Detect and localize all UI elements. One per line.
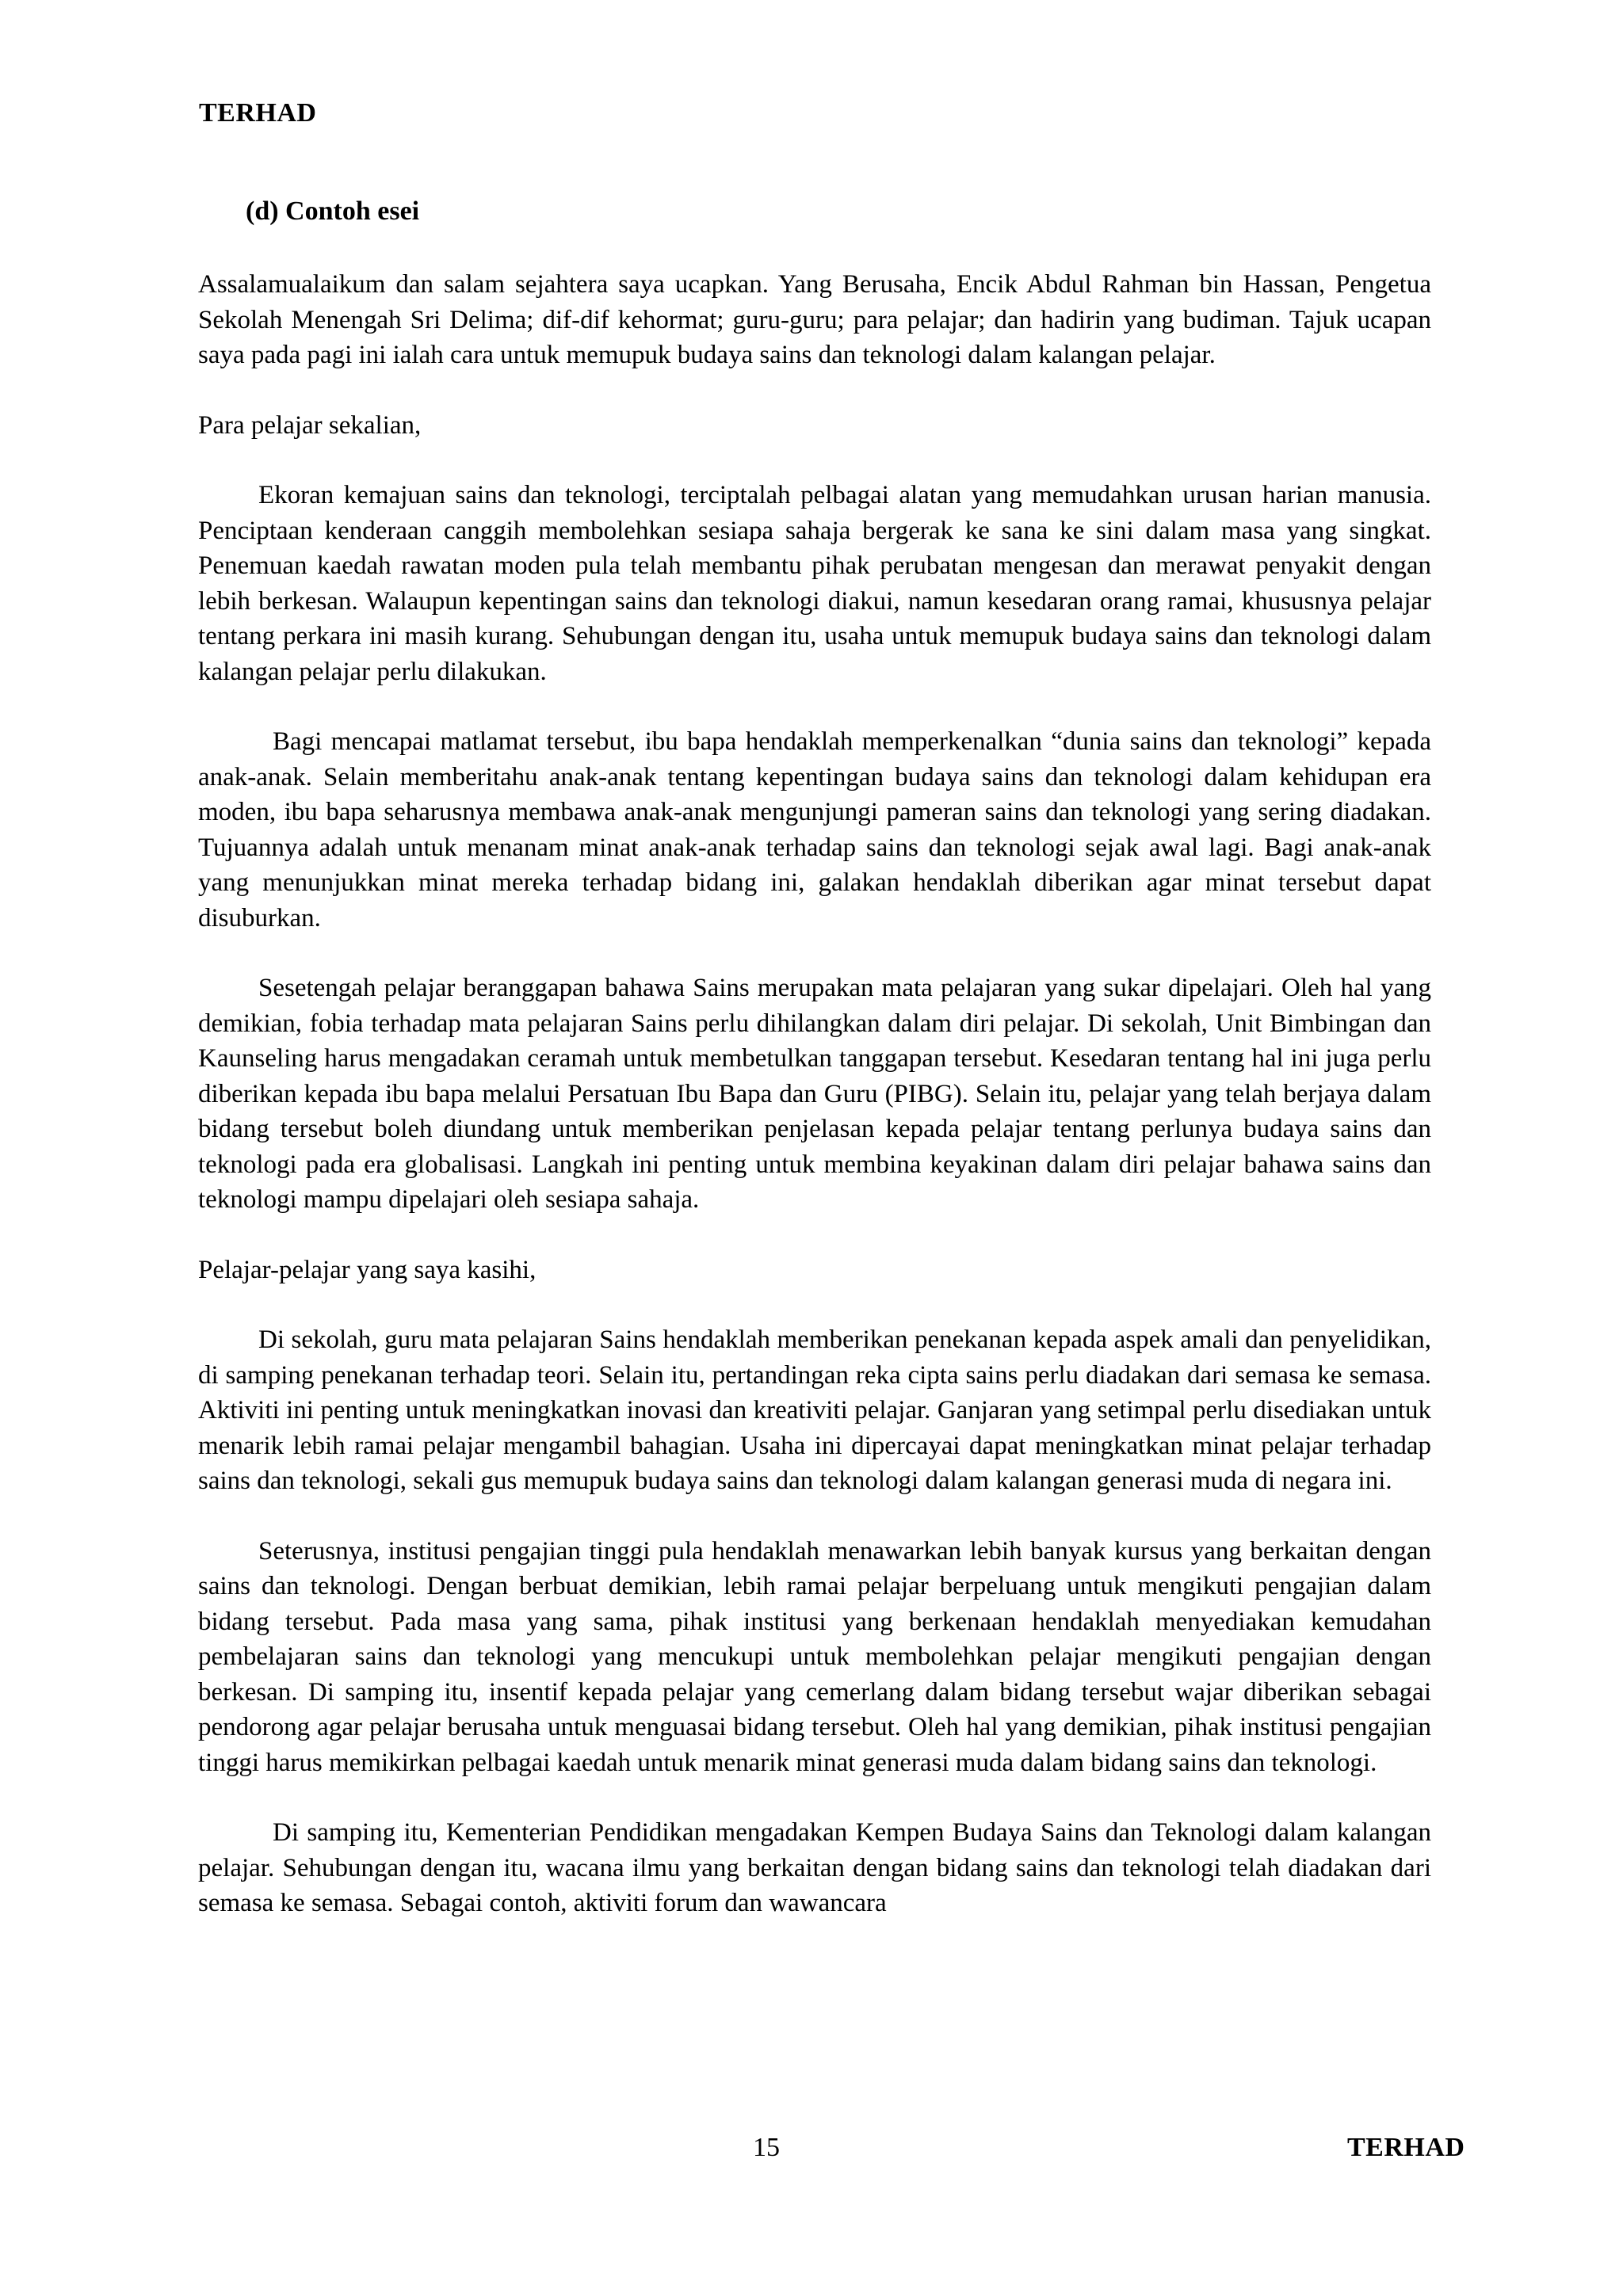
classification-footer: TERHAD bbox=[1347, 2133, 1465, 2162]
classification-header: TERHAD bbox=[199, 98, 317, 128]
paragraph-1: Ekoran kemajuan sains dan teknologi, terciptalah pelbagai alatan yang memudahkan urusan harian manusia. Penciptaan kenderaan canggih membolehkan sesiapa sahaja bergerak ke sana ke sini dalam masa yang singkat. Penemuan kaedah rawatan moden pula telah membantu pihak perubatan mengesan dan merawat penyakit dengan lebih berkesan. Walaupun kepentingan sains dan teknologi diakui, namun kesedaran orang ramai, khususnya pelajar tentang perkara ini masih kurang. Sehubungan dengan itu, usaha untuk memupuk budaya sains dan teknologi dalam kalangan pelajar perlu dilakukan. bbox=[198, 481, 1431, 686]
salutation-1: Para pelajar sekalian, bbox=[198, 410, 422, 440]
paragraph-2: Bagi mencapai matlamat tersebut, ibu bapa hendaklah memperkenalkan “dunia sains dan teknologi” kepada anak-anak. Selain memberitahu anak-anak tentang kepentingan budaya sains dan teknologi dalam kehidupan era moden, ibu bapa seharusnya membawa anak-anak mengunjungi pameran sains dan teknologi yang sering diadakan. Tujuannya adalah untuk menanam minat anak-anak terhadap sains dan teknologi sejak awal lagi. Bagi anak-anak yang menunjukkan minat mereka terhadap bidang ini, galakan hendaklah diberikan agar minat tersebut dapat disuburkan. bbox=[198, 727, 1431, 933]
salutation-2: Pelajar-pelajar yang saya kasihi, bbox=[198, 1255, 537, 1284]
page-number: 15 bbox=[753, 2133, 780, 2162]
essay-body bbox=[198, 267, 1431, 1956]
paragraph-3: Sesetengah pelajar beranggapan bahawa Sains merupakan mata pelajaran yang sukar dipelajari. Oleh hal yang demikian, fobia terhadap mata pelajaran Sains perlu dihilangkan dalam diri pelajar. Di sekolah, Unit Bimbingan dan Kaunseling harus mengadakan ceramah untuk membetulkan tanggapan tersebut. Kesedaran tentang hal ini juga perlu diberikan kepada ibu bapa melalui Persatuan Ibu Bapa dan Guru (PIBG). Selain itu, pelajar yang telah berjaya dalam bidang tersebut boleh diundang untuk memberikan penjelasan kepada pelajar tentang perlunya budaya sains dan teknologi pada era globalisasi. Langkah ini penting untuk membina keyakinan dalam diri pelajar bahawa sains dan teknologi mampu dipelajari oleh sesiapa sahaja. bbox=[198, 974, 1431, 1214]
paragraph-opening: Assalamualaikum dan salam sejahtera saya ucapkan. Yang Berusaha, Encik Abdul Rahman bin Hassan, Pengetua Sekolah Menengah Sri Delima; dif-dif kehormat; guru-guru; para pelajar; dan hadirin yang budiman. Tajuk ucapan saya pada pagi ini ialah cara untuk memupuk budaya sains dan teknologi dalam kalangan pelajar. bbox=[198, 270, 1431, 369]
section-heading: (d) Contoh esei bbox=[246, 196, 420, 226]
paragraph-6: Di samping itu, Kementerian Pendidikan mengadakan Kempen Budaya Sains dan Teknologi dalam kalangan pelajar. Sehubungan dengan itu, wacana ilmu yang berkaitan dengan bidang sains dan teknologi telah diadakan dari semasa ke semasa. Sebagai contoh, aktiviti forum dan wawancara bbox=[198, 1818, 1431, 1917]
paragraph-4: Di sekolah, guru mata pelajaran Sains hendaklah memberikan penekanan kepada aspek amali dan penyelidikan, di samping penekanan terhadap teori. Selain itu, pertandingan reka cipta sains perlu diadakan dari semasa ke semasa. Aktiviti ini penting untuk meningkatkan inovasi dan kreativiti pelajar. Ganjaran yang setimpal perlu disediakan untuk menarik lebih ramai pelajar mengambil bahagian. Usaha ini dipercayai dapat meningkatkan minat pelajar terhadap sains dan teknologi, sekali gus memupuk budaya sains dan teknologi dalam kalangan generasi muda di negara ini. bbox=[198, 1325, 1431, 1495]
paragraph-5: Seterusnya, institusi pengajian tinggi pula hendaklah menawarkan lebih banyak kursus yang berkaitan dengan sains dan teknologi. Dengan berbuat demikian, lebih ramai pelajar berpeluang untuk mengikuti pengajian dalam bidang tersebut. Pada masa yang sama, pihak institusi yang berkenaan hendaklah menyediakan kemudahan pembelajaran sains dan teknologi yang mencukupi untuk membolehkan pelajar mengikuti pengajian dengan berkesan. Di samping itu, insentif kepada pelajar yang cemerlang dalam bidang tersebut wajar diberikan sebagai pendorong agar pelajar berusaha untuk menguasai bidang tersebut. Oleh hal yang demikian, pihak institusi pengajian tinggi harus memikirkan pelbagai kaedah untuk menarik minat generasi muda dalam bidang sains dan teknologi. bbox=[198, 1536, 1431, 1777]
